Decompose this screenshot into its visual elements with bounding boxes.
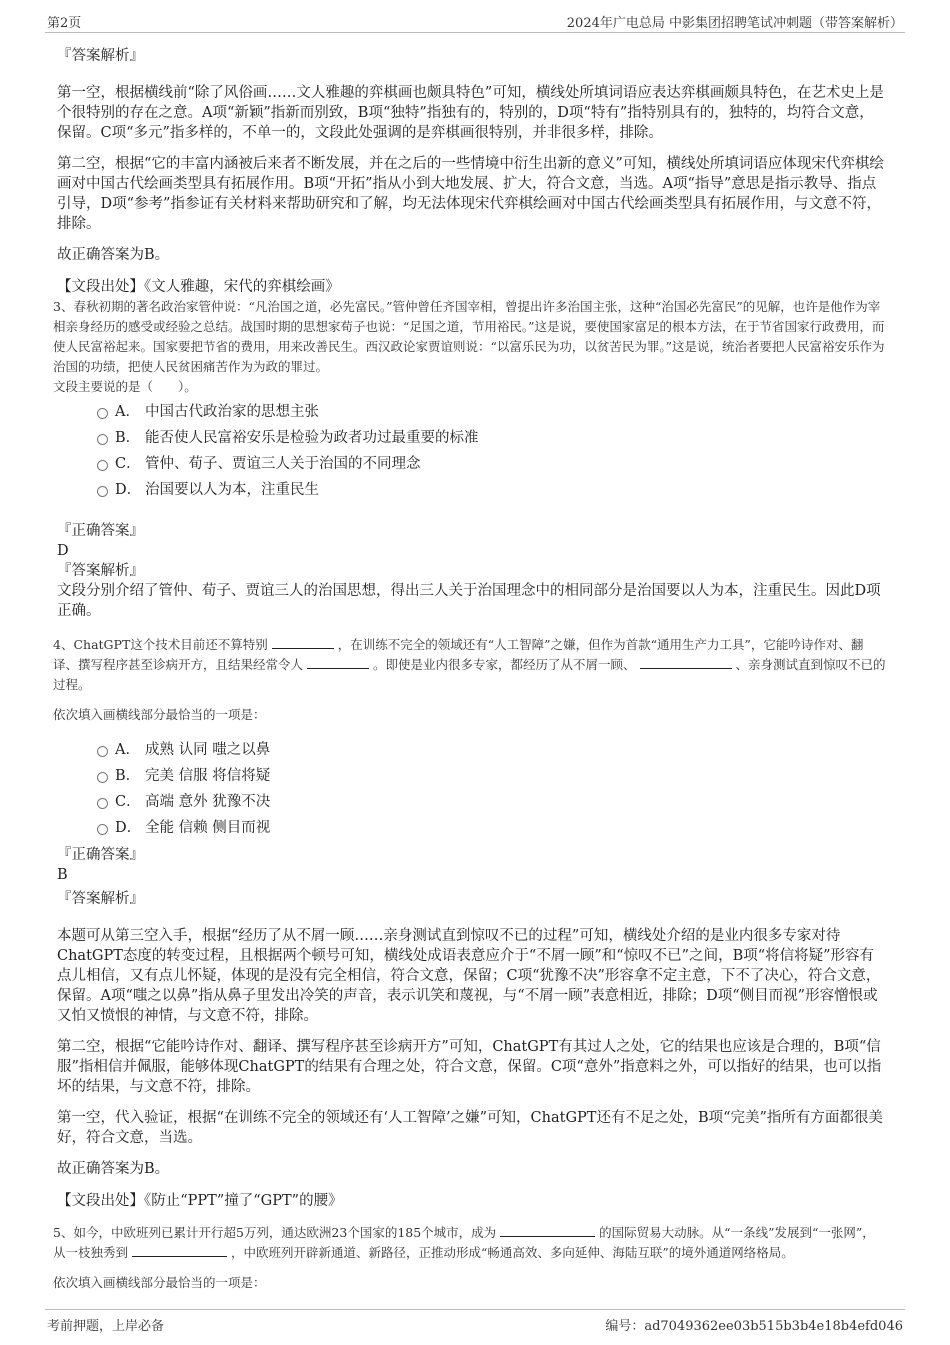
page-content — [53, 44, 887, 1293]
blank-line — [307, 656, 369, 669]
radio-button[interactable] — [97, 408, 108, 419]
footer-slogan: 考前押题，上岸必备 — [47, 1319, 165, 1334]
q4-analysis-label: 『答案解析』 — [57, 891, 144, 907]
q2-source: 【文段出处】《文人雅趣，宋代的弈棋绘画》 — [57, 279, 340, 295]
q3-stem: 3、春秋初期的著名政治家管仲说：“凡治国之道，必先富民。”管仲曾任齐国宰相，曾提出许多治国主张，这种“治国必先富民”的见解，也许是他作为宰相亲身经历的感受或经验之总结。战国时期的思想家荀子也说：“足国之道，节用裕民。”这是说，要使国家富足的根本方法，在于节省国家行政费用，而使人民富裕起来。国家要把节省的费用，用来改善民生。西汉政论家贾谊则说：“以富乐民为功，以贫苦民为罪。”这是说，统治者要把人民富裕安乐作为治国的功绩，把使人民贫困痛苦作为为政的罪过。 — [53, 299, 885, 374]
radio-button[interactable] — [97, 798, 108, 809]
radio-button[interactable] — [97, 460, 108, 471]
q4-analysis-p2: 第二空，根据“它能吟诗作对、翻译、撰写程序甚至诊病开方”可知，ChatGPT有其过人之处，它的结果也应该是合理的，B项“信服”指相信并佩服，能够体现ChatGPT的结果有合理之处，符合文意，保留。C项“意外”指意料之外，可以指好的结果，也可以指坏的结果，与文意不符，排除。 — [57, 1039, 882, 1095]
q2-analysis-label: 『答案解析』 — [57, 48, 144, 64]
q2-analysis-p1: 第一空，根据横线前“除了风俗画……文人雅趣的弈棋画也颇具特色”可知，横线处所填词语应表达弈棋画颇具特色，在艺术史上是个很特别的存在之意。A项“新颖”指新而别致，B项“独特”指独有的，特别的，D项“特有”指特别具有的，独特的，均符合文意，保留。C项“多元”指多样的，不单一的，文段此处强调的是弈棋画很特别，并非很多样，排除。 — [57, 85, 884, 141]
radio-button[interactable] — [97, 772, 108, 783]
radio-button[interactable] — [97, 486, 108, 497]
q4-option-a[interactable]: A． 成熟 认同 嗤之以鼻 — [57, 737, 887, 763]
page-footer — [45, 1309, 905, 1336]
q4-option-c[interactable]: C． 高端 意外 犹豫不决 — [57, 789, 887, 815]
q4-options — [57, 737, 887, 841]
q3-ask: 文段主要说的是（ ）。 — [53, 379, 197, 394]
q3-option-a[interactable]: A． 中国古代政治家的思想主张 — [57, 399, 887, 425]
radio-button[interactable] — [97, 824, 108, 835]
document-id: 编号：ad7049362ee03b515b3b4e18b4efd046 — [605, 1319, 903, 1334]
blank-line — [500, 1224, 595, 1237]
radio-button[interactable] — [97, 746, 108, 757]
q4-answer-label: 『正确答案』 — [57, 847, 144, 863]
q2-analysis-p2: 第二空，根据“它的丰富内涵被后来者不断发展，并在之后的一些情境中衍生出新的意义”可知，横线处所填词语应体现宋代弈棋绘画对中国古代绘画类型具有拓展作用。B项“开拓”指从小到大地发展、扩大，符合文意，当选。A项“指导”意思是指示教导、指点引导，D项“参考”指参证有关材料来帮助研究和了解，均无法体现宋代弈棋绘画对中国古代绘画类型具有拓展作用，与文意不符，排除。 — [57, 156, 884, 232]
q4-analysis-p3: 第一空，代入验证，根据“在训练不完全的领域还有‘人工智障’之嫌”可知，ChatGPT还有不足之处，B项“完美”指所有方面都很美好，符合文意，当选。 — [57, 1110, 883, 1146]
q3-analysis-label: 『答案解析』 — [57, 563, 144, 579]
q2-conclusion: 故正确答案为B。 — [57, 247, 170, 263]
document-title: 2024年广电总局 中影集团招聘笔试冲刺题（带答案解析） — [566, 16, 903, 31]
q3-option-c[interactable]: C． 管仲、荀子、贾谊三人关于治国的不同理念 — [57, 451, 887, 477]
q4-source: 【文段出处】《防止“PPT”撞了“GPT”的腰》 — [57, 1193, 343, 1209]
radio-button[interactable] — [97, 434, 108, 445]
q4-option-d[interactable]: D． 全能 信赖 侧目而视 — [57, 815, 887, 841]
page-number: 第2页 — [47, 16, 82, 31]
q3-options — [57, 399, 887, 503]
blank-line — [272, 636, 334, 649]
page-header — [45, 8, 905, 33]
q4-option-b[interactable]: B． 完美 信服 将信将疑 — [57, 763, 887, 789]
q5-stem: 5、如今，中欧班列已累计开行超5万列，通达欧洲23个国家的185个城市，成为 的国际贸易大动脉。从“一条线”发展到“一张网”，从一枝独秀到 ，中欧班列开辟新通道、新路径，正推动形成“畅通高效、多向延伸、海陆互联”的境外通道网络格局。 — [53, 1225, 875, 1260]
q4-stem: 4、ChatGPT这个技术目前还不算特别 ，在训练不完全的领域还有“人工智障”之嫌，但作为首款“通用生产力工具”，它能吟诗作对、翻译、撰写程序甚至诊病开方，且结果经常令人 。即使是业内很多专家，都经历了从不屑一顾、 、亲身测试直到惊叹不已的过程。 — [53, 637, 886, 692]
blank-line — [640, 656, 732, 669]
q4-analysis-p1: 本题可从第三空入手，根据“经历了从不屑一顾……亲身测试直到惊叹不已的过程”可知，横线处介绍的是业内很多专家对待ChatGPT态度的转变过程，且根据两个顿号可知，横线处成语表意应介于“不屑一顾”和“惊叹不已”之间，B项“将信将疑”形容有点儿相信，又有点儿怀疑，体现的是没有完全相信，符合文意，保留；C项“犹豫不决”形容拿不定主意，下不了决心，符合文意，保留。A项“嗤之以鼻”指从鼻子里发出冷笑的声音，表示讥笑和蔑视，与“不屑一顾”表意相近，排除；D项“侧目而视”形容憎恨或又怕又愤恨的神情，与文意不符，排除。 — [57, 928, 881, 1024]
q4-answer: B — [57, 867, 68, 883]
q4-ask: 依次填入画横线部分最恰当的一项是： — [53, 707, 266, 722]
q3-answer-label: 『正确答案』 — [57, 523, 144, 539]
blank-line — [132, 1244, 227, 1257]
q4-conclusion: 故正确答案为B。 — [57, 1161, 170, 1177]
q5-ask: 依次填入画横线部分最恰当的一项是： — [53, 1275, 266, 1290]
q3-answer: D — [57, 543, 69, 559]
q3-analysis: 文段分别介绍了管仲、荀子、贾谊三人的治国思想，得出三人关于治国理念中的相同部分是治国要以人为本，注重民生。因此D项正确。 — [57, 583, 881, 619]
q3-option-d[interactable]: D． 治国要以人为本，注重民生 — [57, 477, 887, 503]
q3-option-b[interactable]: B． 能否使人民富裕安乐是检验为政者功过最重要的标准 — [57, 425, 887, 451]
